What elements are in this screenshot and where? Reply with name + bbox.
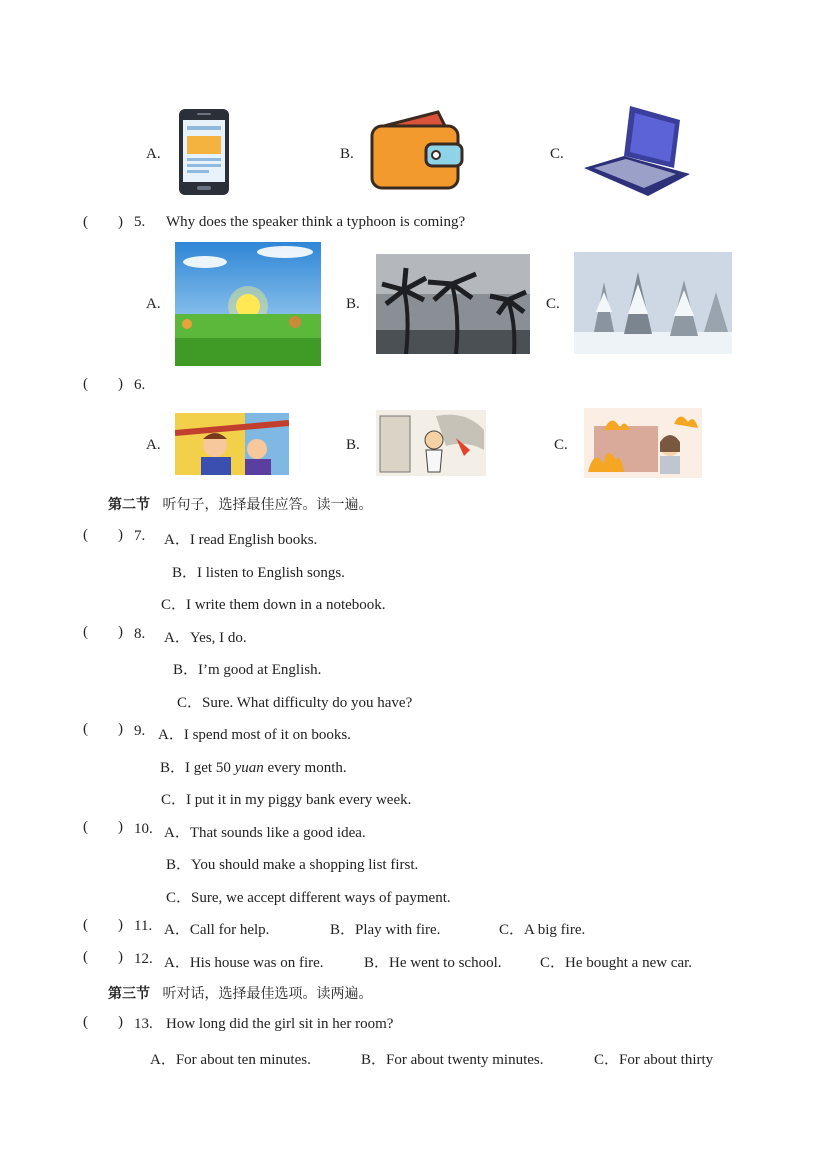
q4-label-c: C.: [550, 146, 564, 162]
section2-heading: [108, 494, 372, 514]
q12-option-a: A．His house was on fire.: [164, 955, 324, 971]
q10-option-a: A．That sounds like a good idea.: [164, 825, 366, 841]
section3-instruction: 听对话，选择最佳选项。读两遍。: [162, 986, 373, 1002]
q13-paren: (: [83, 1014, 88, 1030]
q9-option-a: A．I spend most of it on books.: [158, 727, 351, 743]
q10-number: 10.: [134, 821, 153, 837]
q10-paren-close: ): [118, 819, 123, 835]
q11-paren-close: ): [118, 917, 123, 933]
q5-number: 5.: [134, 214, 146, 230]
q6-label-a: A.: [146, 437, 161, 453]
q4-label-b: B.: [340, 146, 354, 162]
q5-label-a: A.: [146, 296, 161, 312]
q8-option-c: C．Sure. What difficulty do you have?: [177, 695, 413, 711]
q6-label-b: B.: [346, 437, 360, 453]
section3-title: 第三节: [108, 986, 150, 1002]
q12-paren-close: ): [118, 949, 123, 965]
q5-label-b: B.: [346, 296, 360, 312]
q9-option-b-italic: yuan: [234, 760, 264, 776]
section2-instruction: 听句子，选择最佳应答。读一遍。: [162, 497, 373, 513]
sunny-field-image: [175, 242, 321, 366]
q9-paren-close: ): [118, 721, 123, 737]
q5-label-c: C.: [546, 296, 560, 312]
q13-question: How long did the girl sit in her room?: [166, 1016, 394, 1032]
q9-number: 9.: [134, 723, 146, 739]
wallet-image: [368, 108, 464, 192]
q12-option-c: C．He bought a new car.: [540, 955, 693, 971]
phone-image: [178, 108, 230, 196]
q12-paren: (: [83, 949, 88, 965]
q8-paren: (: [83, 624, 88, 640]
q12-number: 12.: [134, 951, 153, 967]
q6-number: 6.: [134, 377, 146, 393]
section2-title: 第二节: [108, 497, 150, 513]
cartoon-people-image: [175, 413, 289, 475]
laptop-image: [580, 104, 694, 198]
q13-option-b: B．For about twenty minutes.: [361, 1052, 544, 1068]
q6-paren-close: ): [118, 376, 123, 392]
q8-paren-close: ): [118, 624, 123, 640]
q7-option-a: A．I read English books.: [164, 532, 318, 548]
storm-palm-image: [376, 254, 530, 354]
q9-option-c: C．I put it in my piggy bank every week.: [161, 792, 412, 808]
q13-number: 13.: [134, 1016, 153, 1032]
q7-option-b: B．I listen to English songs.: [172, 565, 345, 581]
q11-number: 11.: [134, 918, 153, 934]
q11-option-c: C．A big fire.: [499, 922, 586, 938]
q9-option-b: [160, 756, 347, 777]
q9-paren: (: [83, 721, 88, 737]
cartoon-fire-escape-image: [376, 410, 486, 476]
q4-label-a: A.: [146, 146, 161, 162]
q8-option-b: B．I’m good at English.: [173, 662, 322, 678]
q13-option-a: A．For about ten minutes.: [150, 1052, 311, 1068]
q7-option-c: C．I write them down in a notebook.: [161, 597, 386, 613]
q12-option-b: B．He went to school.: [364, 955, 502, 971]
q9-option-b-pre: B．I get 50: [160, 760, 235, 776]
q7-paren-close: ): [118, 527, 123, 543]
q10-option-c: C．Sure, we accept different ways of payment.: [166, 890, 451, 906]
q7-paren: (: [83, 527, 88, 543]
q11-paren: (: [83, 917, 88, 933]
q7-number: 7.: [134, 528, 146, 544]
q10-paren: (: [83, 819, 88, 835]
q5-question: Why does the speaker think a typhoon is coming?: [166, 214, 466, 230]
snow-forest-image: [574, 252, 732, 354]
section3-heading: [108, 983, 372, 1003]
q10-option-b: B．You should make a shopping list first.: [166, 857, 419, 873]
q8-number: 8.: [134, 626, 146, 642]
q13-option-c: C．For about thirty: [594, 1052, 714, 1068]
q11-option-b: B．Play with fire.: [330, 922, 441, 938]
cartoon-burning-house-image: [584, 408, 702, 478]
q11-option-a: A．Call for help.: [164, 922, 270, 938]
q13-paren-close: ): [118, 1014, 123, 1030]
q6-label-c: C.: [554, 437, 568, 453]
q5-paren-close: ): [118, 214, 123, 230]
q9-option-b-post: every month.: [263, 760, 347, 776]
q6-paren-open: (: [83, 376, 88, 392]
q8-option-a: A．Yes, I do.: [164, 630, 247, 646]
q5-paren-open: (: [83, 214, 88, 230]
